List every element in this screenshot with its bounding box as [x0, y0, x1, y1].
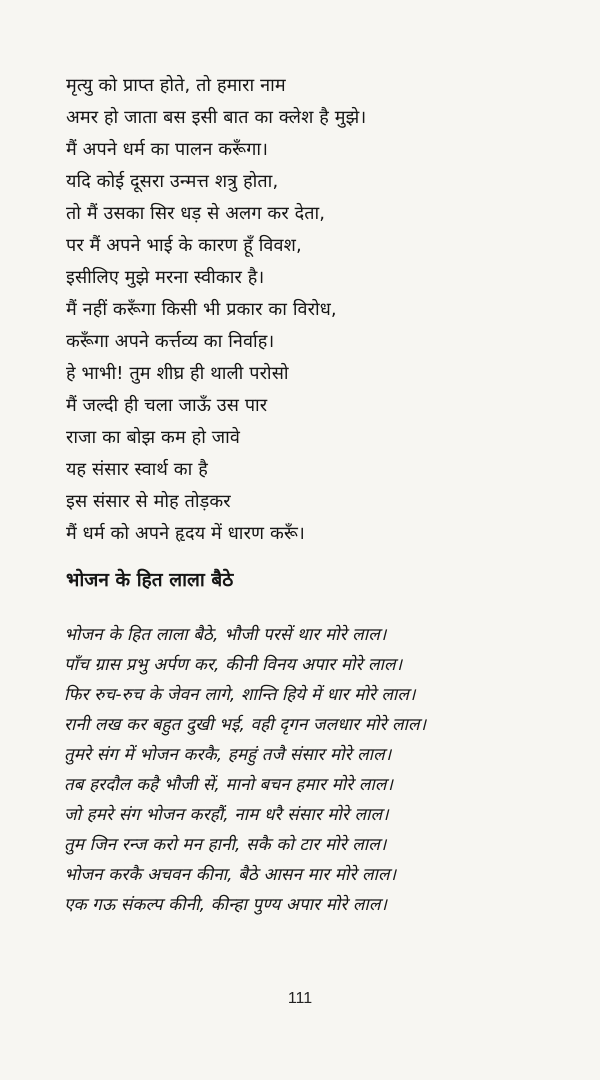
verse-line: अमर हो जाता बस इसी बात का क्लेश है मुझे। [66, 107, 367, 128]
verse-line: यदि कोई दूसरा उन्मत्त शत्रु होता, [66, 171, 279, 192]
verse-line: मृत्यु को प्राप्त होते, तो हमारा नाम [66, 75, 286, 96]
verse-line: मैं धर्म को अपने हृदय में धारण करूँ। [66, 523, 305, 544]
song-line: भोजन करकै अचवन कीना, बैठे आसन मार मोरे लाल। [64, 865, 397, 885]
song-line: फिर रुच-रुच के जेवन लागे, शान्ति हिये में धार मोरे लाल। [64, 685, 416, 705]
song-line: पाँच ग्रास प्रभु अर्पण कर, कीनी विनय अपार मोरे लाल। [64, 655, 403, 675]
verse-line: तो मैं उसका सिर धड़ से अलग कर देता, [66, 203, 326, 224]
song-line: भोजन के हित लाला बैठे, भौजी परसें थार मोरे लाल। [64, 625, 387, 645]
verse-line: इसीलिए मुझे मरना स्वीकार है। [66, 267, 265, 288]
song-line: तुमरे संग में भोजन करकै, हमहुं तजै संसार मोरे लाल। [64, 745, 392, 765]
verse-stanza [66, 70, 546, 550]
verse-line: इस संसार से मोह तोड़कर [66, 491, 231, 512]
verse-line: मैं जल्दी ही चला जाऊँ उस पार [66, 395, 268, 416]
verse-line: मैं अपने धर्म का पालन करूँगा। [66, 139, 269, 160]
song-line: तुम जिन रन्ज करो मन हानी, सकै को टार मोरे लाल। [64, 835, 387, 855]
verse-line: राजा का बोझ कम हो जावे [66, 427, 241, 448]
song-verses [64, 620, 564, 920]
verse-line: हे भाभी! तुम शीघ्र ही थाली परोसो [66, 363, 289, 384]
verse-line: यह संसार स्वार्थ का है [66, 459, 208, 480]
verse-line: पर मैं अपने भाई के कारण हूँ विवश, [66, 235, 302, 256]
page-number: 111 [287, 990, 313, 1007]
verse-line: मैं नहीं करूँगा किसी भी प्रकार का विरोध, [66, 299, 337, 320]
section-heading: भोजन के हित लाला बैठे [66, 569, 234, 591]
song-line: तब हरदौल कहै भौजी सें, मानो बचन हमार मोरे लाल। [64, 775, 394, 795]
song-line: जो हमरे संग भोजन करहौं, नाम धरै संसार मोरे लाल। [64, 805, 389, 825]
song-line: एक गऊ संकल्प कीनी, कीन्हा पुण्य अपार मोरे लाल। [64, 895, 388, 915]
song-line: रानी लख कर बहुत दुखी भई, वही दृगन जलधार मोरे लाल। [64, 715, 427, 735]
verse-line: करूँगा अपने कर्त्तव्य का निर्वाह। [66, 331, 275, 352]
